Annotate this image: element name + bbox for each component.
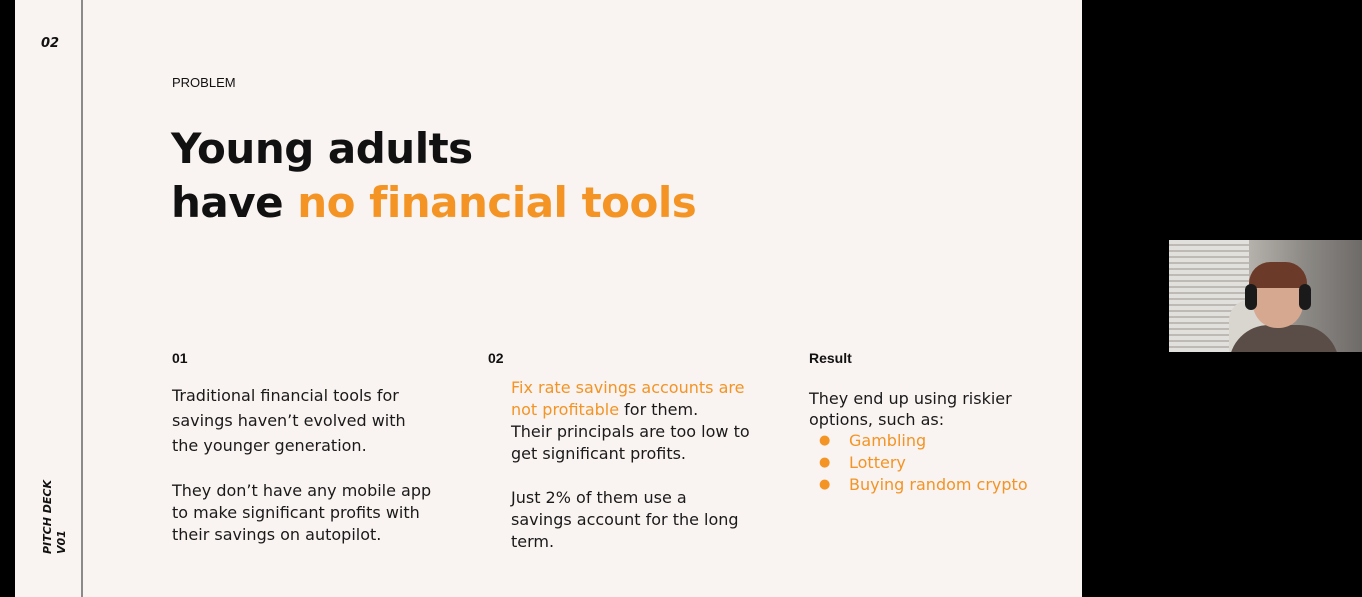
- column-1-paragraph-1: Traditional financial tools for savings haven’t evolved with the younger generation.: [172, 386, 406, 455]
- column-2-accent-text: Fix rate savings accounts are not profitable: [511, 378, 745, 419]
- deck-label-version: V01: [55, 530, 68, 554]
- headline-line-2: [171, 176, 696, 230]
- webcam-video-tile[interactable]: [1169, 240, 1362, 352]
- deck-label: [41, 444, 69, 554]
- person-hair: [1249, 262, 1307, 288]
- column-2-line-2: Their principals are too low to get significant profits.: [511, 422, 750, 463]
- column-2-paragraph-1: [511, 377, 761, 421]
- slide-number: 02: [41, 36, 60, 51]
- risky-options-list: [809, 430, 1059, 496]
- column-2-title: 02: [488, 350, 504, 366]
- column-2-text: [511, 377, 761, 553]
- slide: [15, 0, 1082, 597]
- column-2-after-accent: for them.: [619, 400, 699, 419]
- headline-accent: no financial tools: [297, 178, 697, 227]
- column-1-title: 01: [172, 350, 188, 366]
- headline-prefix: have: [171, 178, 298, 227]
- headset-icon: [1299, 284, 1311, 310]
- column-2-paragraph-2: Just 2% of them use a savings account for the long term.: [511, 488, 739, 551]
- list-item: ● Gambling: [809, 430, 1059, 452]
- deck-label-title: PITCH DECK: [41, 479, 54, 554]
- column-1-paragraph-2: They don’t have any mobile app to make significant profits with their savings on autopilot.: [172, 481, 432, 544]
- column-3-intro: They end up using riskier options, such as:: [809, 389, 1012, 429]
- slide-side-rail: [15, 0, 83, 597]
- list-item: ● Lottery: [809, 452, 1059, 474]
- column-1-text: [172, 383, 442, 546]
- headline-line-1: Young adults: [171, 124, 473, 173]
- headset-icon: [1245, 284, 1257, 310]
- list-item: ● Buying random crypto: [809, 474, 1059, 496]
- column-3-text: [809, 388, 1059, 496]
- section-label: PROBLEM: [172, 75, 236, 90]
- column-3-title: Result: [809, 350, 852, 366]
- headline: [171, 122, 696, 230]
